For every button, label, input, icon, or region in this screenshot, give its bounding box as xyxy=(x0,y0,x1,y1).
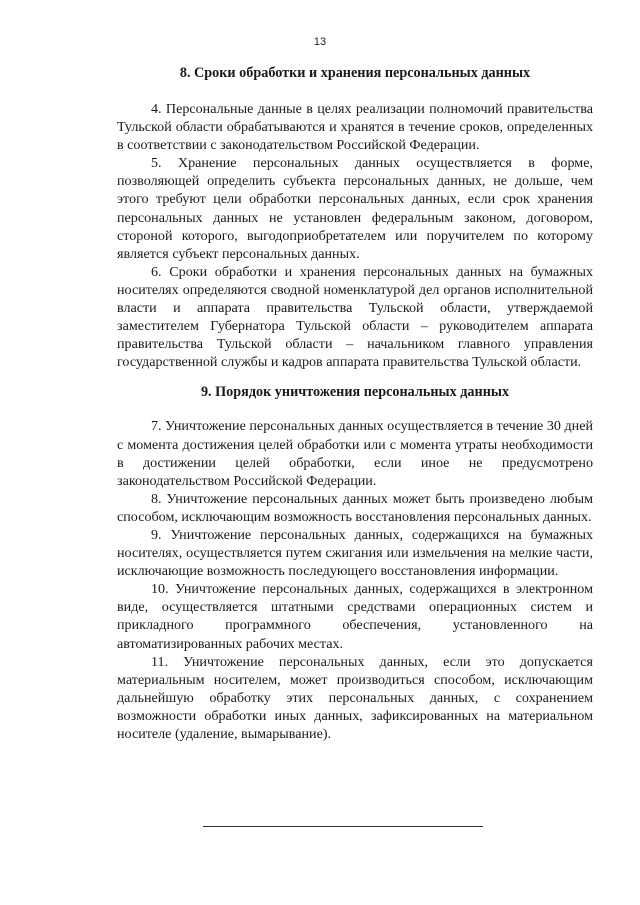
paragraph-7: 7. Уничтожение персональных данных осуществляется в течение 30 дней с момента достижения целей обработки или с момента утраты необходимости в достижении целей обработки, если иное не предусмотрено законодательством Российской Федерации. xyxy=(117,418,593,489)
section-9-heading: 9. Порядок уничтожения персональных данных xyxy=(200,384,510,401)
end-divider-line xyxy=(203,826,483,827)
paragraph-6: 6. Сроки обработки и хранения персональных данных на бумажных носителях определяются сводной номенклатурой дел органов исполнительной власти и аппарата правительства Тульской области, утверждаемой заместителем Губернатора Тульской области – руководителем аппарата правительства Тульской области – начальником главного управления государственной службы и кадров аппарата правительства Тульской области. xyxy=(117,263,593,371)
document-body xyxy=(117,62,593,743)
section-8 xyxy=(117,64,593,371)
paragraph-8: 8. Уничтожение персональных данных может быть произведено любым способом, исключающим возможность восстановления персональных данных. xyxy=(117,490,593,525)
paragraph-11: 11. Уничтожение персональных данных, если это допускается материальным носителем, может производиться способом, исключающим дальнейшую обработку этих персональных данных, с сохранением возможности обработки иных данных, зафиксированных на материальном носителе (удаление, вымарывание). xyxy=(117,653,593,742)
page-number: 13 xyxy=(313,36,327,48)
paragraph-9: 9. Уничтожение персональных данных, содержащихся на бумажных носителях, осуществляется путем сжигания или измельчения на мелкие части, исключающие возможность последующего восстановления информации. xyxy=(117,526,593,580)
section-8-heading: 8. Сроки обработки и хранения персональных данных xyxy=(179,65,531,81)
section-9 xyxy=(117,383,593,743)
paragraph-10: 10. Уничтожение персональных данных, содержащихся в электронном виде, осуществляется штатными средствами операционных систем и прикладного программного обеспечения, установленного на автоматизированных рабочих местах. xyxy=(117,581,593,652)
paragraph-5: 5. Хранение персональных данных осуществляется в форме, позволяющей определить субъекта персональных данных, не дольше, чем этого требуют цели обработки персональных данных, если срок хранения персональных данных не установлен федеральным законом, договором, стороной которого, выгодоприобретателем или поручителем по которому является субъект персональных данных. xyxy=(117,155,593,262)
paragraph-4: 4. Персональные данные в целях реализации полномочий правительства Тульской области обрабатываются и хранятся в течение сроков, определенных в соответствии с законодательством Российской Федерации. xyxy=(117,101,593,154)
